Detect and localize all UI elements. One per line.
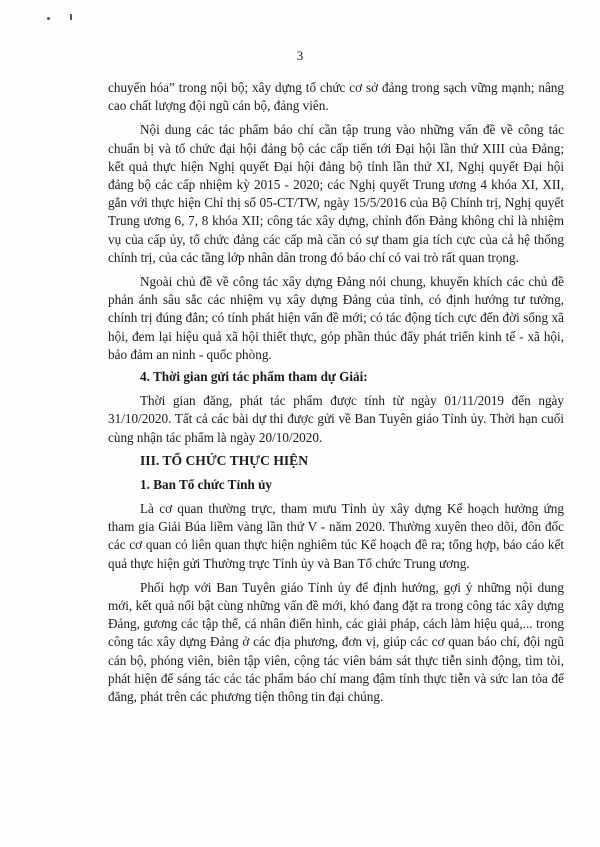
paragraph-coordination: Phối hợp với Ban Tuyên giáo Tỉnh ủy để định hướng, gợi ý những nội dung mới, kết quả nổi bật cùng những vấn đề mới, khó đang đặt ra trong công tác xây dựng Đảng, gương các tập thể, cá nhân điển hình, các giải pháp, cách làm hiệu quả,... trong công tác xây dựng Đảng ở các địa phương, đơn vị, giúp các cơ quan báo chí, đội ngũ cán bộ, phóng viên, biên tập viên, cộng tác viên bám sát thực tiễn sinh động, tìm tòi, phát hiện để sáng tác các tác phẩm báo chí mang đậm tính thực tiễn và sức lan tỏa để đăng, phát trên các phương tiện thông tin đại chúng.: [108, 579, 564, 705]
subheading-organization-board: 1. Ban Tổ chức Tỉnh ủy: [140, 476, 273, 492]
section-heading-implementation: III. TỔ CHỨC THỰC HIỆN: [140, 452, 309, 468]
scan-mark: [70, 14, 72, 20]
scan-mark: [47, 17, 50, 20]
paragraph-encouraged-topics: Ngoài chủ đề về công tác xây dựng Đảng nói chung, khuyến khích các chủ đề phản ánh sâu sắc các nhiệm vụ xây dựng Đảng của tỉnh, có định hướng tư tưởng, chính trị đúng đắn; có tính phát hiện vấn đề mới; có tác động tích cực đến đời sống xã hội, đem lại hiệu quả xã hội thiết thực, góp phần thúc đẩy phát triển kinh tế - xã hội, bảo đảm an ninh - quốc phòng.: [108, 274, 564, 362]
paragraph-content-focus: Nội dung các tác phẩm báo chí cần tập trung vào những vấn đề về công tác chuẩn bị và tổ chức đại hội đảng bộ các cấp tiến tới Đại hội lần thứ XIII của Đảng; kết quả thực hiện Nghị quyết Đại hội đảng bộ tỉnh lần thứ XI, Nghị quyết Đại hội đảng bộ các cấp nhiệm kỳ 2015 - 2020; các Nghị quyết Trung ương 4 khóa XI, XII, gắn với thực hiện Chỉ thị số 05-CT/TW, ngày 15/5/2016 của Bộ Chính trị, Nghị quyết Trung ương 6, 7, 8 khóa XII; công tác xây dựng, chỉnh đốn Đảng không chỉ là nhiệm vụ của cấp ủy, tổ chức đảng các cấp mà cần có sự tham gia tích cực của cả hệ thống chính trị, của các tầng lớp nhân dân trong đó báo chí có vai trò rất quan trọng.: [108, 122, 564, 265]
paragraph-continuation: chuyển hóa” trong nội bộ; xây dựng tổ chức cơ sở đảng trong sạch vững mạnh; nâng cao chất lượng đội ngũ cán bộ, đảng viên.: [108, 80, 564, 114]
paragraph-standing-agency: Là cơ quan thường trực, tham mưu Tỉnh ủy xây dựng Kế hoạch hưởng ứng tham gia Giải Búa liềm vàng lần thứ V - năm 2020. Thường xuyên theo dõi, đôn đốc các cơ quan có liên quan thực hiện nghiêm túc Kế hoạch đề ra; tổng hợp, báo cáo kết quả thực hiện gửi Thường trực Tỉnh ủy và Ban Tổ chức Trung ương.: [108, 501, 564, 571]
document-body: [108, 79, 564, 712]
paragraph-submission-time: Thời gian đăng, phát tác phẩm được tính từ ngày 01/11/2019 đến ngày 31/10/2020. Tất cả các bài dự thi được gửi về Ban Tuyên giáo Tỉnh ủy. Thời hạn cuối cùng nhận tác phẩm là ngày 20/10/2020.: [108, 393, 564, 445]
page-number: 3: [296, 48, 304, 63]
heading-submission-time: 4. Thời gian gửi tác phẩm tham dự Giải:: [140, 369, 368, 385]
